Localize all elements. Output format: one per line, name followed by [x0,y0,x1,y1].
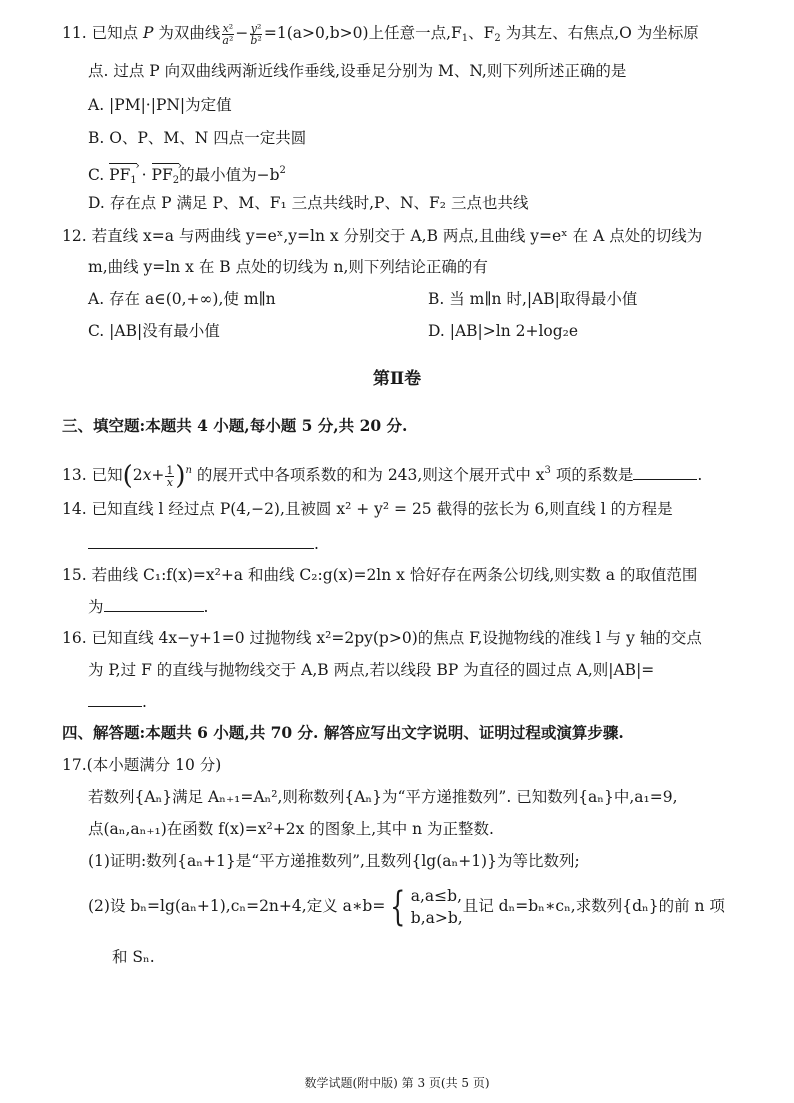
q17-part1: (1)证明:数列{aₙ+1}是“平方递推数列”,且数列{lg(aₙ+1)}为等比数列; [88,852,580,870]
q11-option-b: B. O、P、M、N 四点一定共圆 [88,129,307,147]
answer-blank[interactable] [88,692,142,707]
q12-line2: m,曲线 y=ln x 在 B 点处的切线为 n,则下列结论正确的有 [88,258,488,276]
q16-line1: 16. 已知直线 4x−y+1=0 过抛物线 x²=2py(p>0)的焦点 F,设抛物线的准线 l 与 y 轴的交点 [62,629,702,647]
section-heading-fill-in: 三、填空题:本题共 4 小题,每小题 5 分,共 20 分. [62,416,408,435]
q11-line1: 11. 已知点 P 为双曲线 $\frac{\text{x²}}{\text{a²}}$ − $\frac{\text{y²}}{\text{b²}}$ =1(a>0,b>0)上任意一点$,F_1$、$F_2$ 为其左、右焦点,O 为坐标原 [62,21,699,47]
q11-option-d: D. 存在点 P 满足 P、M、F₁ 三点共线时,P、N、F₂ 三点也共线 [88,194,529,212]
q17-heading: 17.(本小题满分 10 分) [62,756,222,774]
piecewise-cases: a,a≤b, b,a>b, [410,887,463,927]
q17-part2-end: 和 Sₙ. [112,948,155,966]
fraction: $\frac{1}{x}$ [166,463,174,489]
q12-option-d: D. |AB|>ln 2+log₂e [428,322,579,340]
q12-option-c: C. |AB|没有最小值 [88,322,220,340]
q13-line: 13. 已知(2x+ $\frac{1}{x}$ )$^n$ 的展开式中各项系数的和为 243,则这个展开式中 $x^3$ 项的系数是 . [62,461,703,491]
q12-line1: 12. 若直线 x=a 与两曲线 y=eˣ,y=ln x 分别交于 A,B 两点,且曲线 y=eˣ 在 A 点处的切线为 [62,227,703,245]
q16-line3: . [88,691,147,713]
q11-option-a: A. |PM|·|PN|为定值 [88,96,232,114]
q12-option-a: A. 存在 a∈(0,+∞),使 m∥n [88,290,276,308]
answer-blank[interactable] [104,597,204,612]
q15-line1: 15. 若曲线 C₁:f(x)=x²+a 和曲线 C₂:g(x)=2ln x 恰好存在两条公切线,则实数 a 的取值范围 [62,566,698,584]
section-heading-solutions: 四、解答题:本题共 6 小题,共 70 分. 解答应写出文字说明、证明过程或演算步骤. [62,723,624,742]
q11-line2: 点. 过点 P 向双曲线两渐近线作垂线,设垂足分别为 M、N,则下列所述正确的是 [88,62,627,80]
part-title: 第Ⅱ卷 [372,369,422,389]
q11-option-c: C. $PF_1$ › · $PF_2$ ›的最小值为$-b^2$ [88,160,286,192]
q17-para2: 点(aₙ,aₙ₊₁)在函数 f(x)=x²+2x 的图象上,其中 n 为正整数. [88,820,494,838]
page-footer: 数学试题(附中版) 第 3 页(共 5 页) [304,1076,490,1090]
fraction: $\frac{\text{x²}}{\text{a²}}$ [222,21,234,47]
fraction: $\frac{\text{y²}}{\text{b²}}$ [250,21,262,47]
q17-part2: (2)设 bₙ=lg(aₙ+1),cₙ=2n+4,定义 a∗b= { a,a≤b, b,a>b, 且记 dₙ=bₙ∗cₙ,求数列{dₙ}的前 n 项 [88,884,725,930]
q12-option-b: B. 当 m∥n 时,|AB|取得最小值 [428,290,638,308]
q14-line2: . [88,533,319,555]
answer-blank[interactable] [633,465,697,480]
q14-line1: 14. 已知直线 l 经过点 P(4,−2),且被圆 x² + y² = 25 截得的弦长为 6,则直线 l 的方程是 [62,500,673,518]
left-brace: { [390,884,406,930]
answer-blank[interactable] [88,534,314,549]
q16-line2: 为 P,过 F 的直线与抛物线交于 A,B 两点,若以线段 BP 为直径的圆过点 A,则|AB|= [88,661,655,679]
q17-para1: 若数列{Aₙ}满足 Aₙ₊₁=Aₙ²,则称数列{Aₙ}为“平方递推数列”. 已知数列{aₙ}中,a₁=9, [88,788,678,806]
q15-line2: 为 . [88,598,209,616]
